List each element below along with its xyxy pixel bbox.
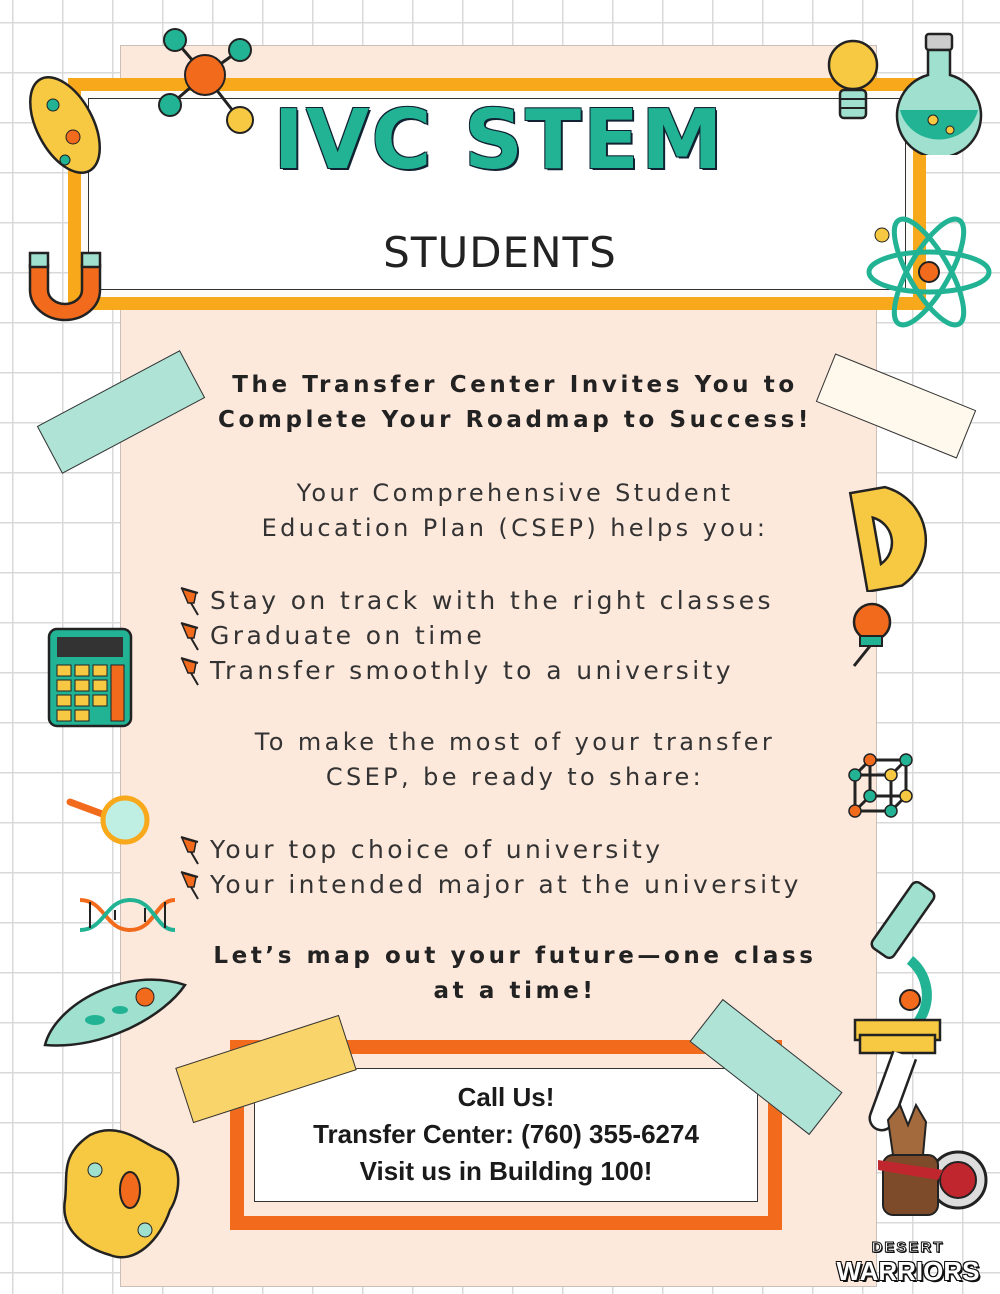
contact-text: Call Us! Transfer Center: (760) 355-6274 Visit us in Building 100! xyxy=(313,1082,699,1186)
push-pin-icon xyxy=(178,622,204,652)
push-pin-icon xyxy=(178,836,204,866)
list-item: Stay on track with the right classes xyxy=(178,583,878,618)
magnifier-icon xyxy=(65,790,155,850)
push-pin-icon xyxy=(178,657,204,687)
mascot-icon xyxy=(828,1100,988,1235)
closing-text: Let’s map out your future—one class at a time! xyxy=(213,943,817,1004)
prepare-intro: To make the most of your transfer CSEP, be ready to share: xyxy=(254,728,776,791)
main-heading: The Transfer Center Invites You to Complete Your Roadmap to Success! xyxy=(218,372,812,433)
molecule-icon xyxy=(150,25,260,135)
title-main: IVC STEM xyxy=(273,93,725,188)
calculator-icon xyxy=(45,625,135,730)
list-item: Graduate on time xyxy=(178,618,878,653)
csep-intro: Your Comprehensive Student Education Plan (CSEP) helps you: xyxy=(261,479,769,542)
list-item: Your intended major at the university xyxy=(178,867,878,902)
benefits-list xyxy=(178,583,878,688)
flask-icon xyxy=(888,30,988,155)
atom-icon xyxy=(862,205,997,340)
title-sub: STUDENTS xyxy=(383,228,617,277)
logo-line2: WARRIORS xyxy=(836,1256,980,1286)
magnet-icon xyxy=(20,245,110,325)
push-pin-icon xyxy=(178,587,204,617)
amoeba-icon xyxy=(50,1120,190,1270)
paramecium-icon xyxy=(15,65,115,185)
prepare-list xyxy=(178,832,878,902)
light-bulb-icon xyxy=(822,35,884,125)
protractor-icon xyxy=(848,462,988,592)
dna-icon xyxy=(75,890,180,940)
cube-molecule-icon xyxy=(840,745,920,835)
list-item: Your top choice of university xyxy=(178,832,878,867)
logo-line1: DESERT xyxy=(871,1239,945,1256)
push-pin-icon xyxy=(178,871,204,901)
cell-icon xyxy=(35,965,195,1065)
list-item: Transfer smoothly to a university xyxy=(178,653,878,688)
push-pin-icon xyxy=(840,598,900,670)
desert-warriors-logo xyxy=(828,1100,988,1285)
